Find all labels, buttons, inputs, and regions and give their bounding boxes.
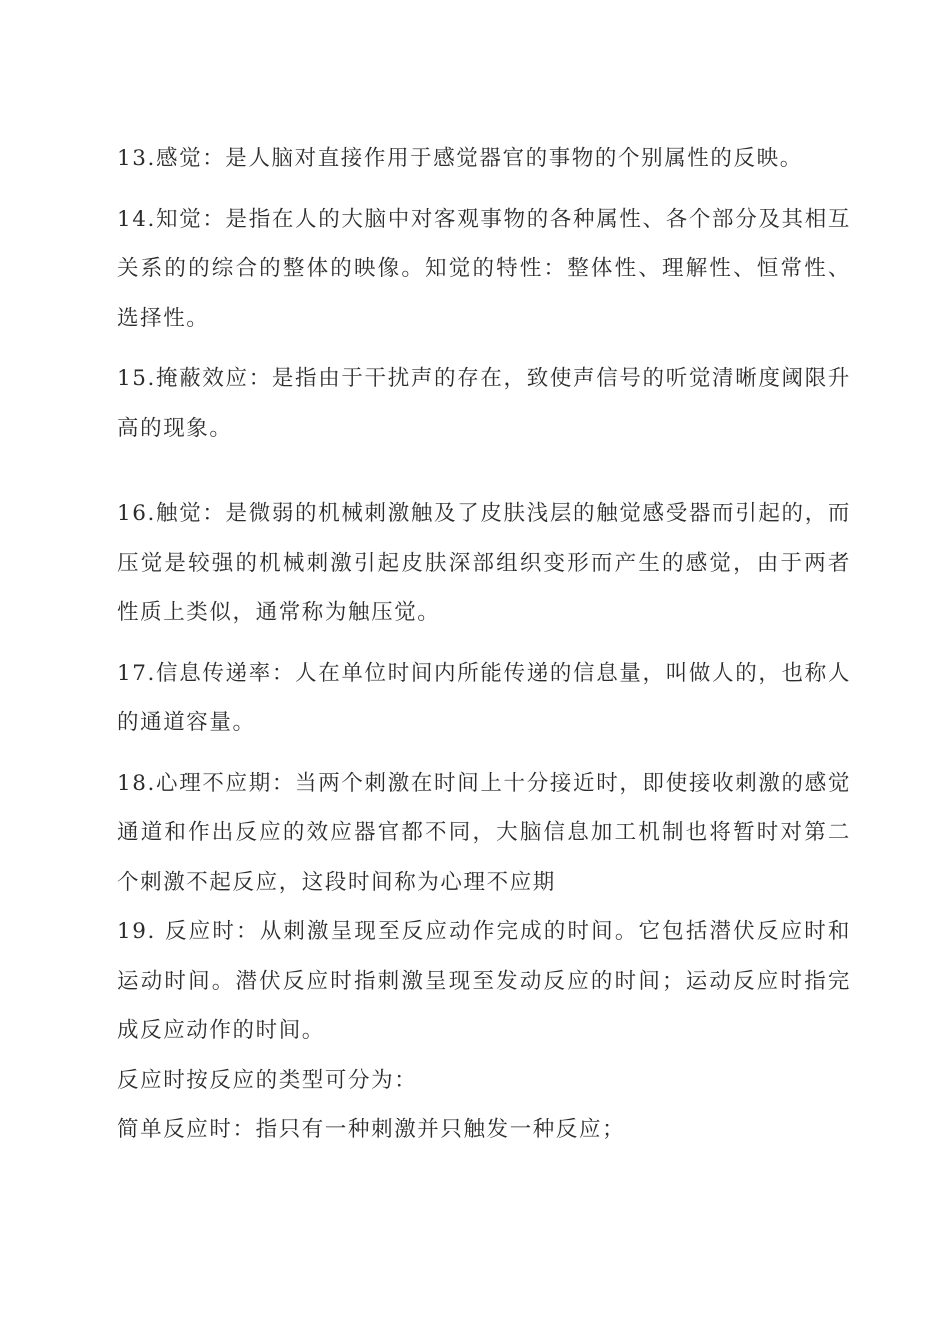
- paragraph-19-reaction-time: 19. 反应时：从刺激呈现至反应动作完成的时间。它包括潜伏反应时和运动时间。潜伏反应时指刺激呈现至发动反应的时间；运动反应时指完成反应动作的时间。: [117, 919, 851, 1043]
- document-body: [117, 134, 851, 1155]
- paragraph-15-masking-effect: 15.掩蔽效应：是指由于干扰声的存在，致使声信号的听觉清晰度阈限升高的现象。: [117, 366, 851, 441]
- paragraph-18-refractory-period: 18.心理不应期：当两个刺激在时间上十分接近时，即使接收刺激的感觉通道和作出反应的效应器官都不同，大脑信息加工机制也将暂时对第二个刺激不起反应，这段时间称为心理不应期: [117, 770, 851, 895]
- paragraph-16-touch: 16.触觉：是微弱的机械刺激触及了皮肤浅层的触觉感受器而引起的，而压觉是较强的机械刺激引起皮肤深部组织变形而产生的感觉，由于两者性质上类似，通常称为触压觉。: [117, 501, 851, 625]
- paragraph-14-perception: 14.知觉：是指在人的大脑中对客观事物的各种属性、各个部分及其相互关系的的综合的整体的映像。知觉的特性：整体性、理解性、恒常性、选择性。: [117, 206, 851, 331]
- paragraph-simple-reaction-time: 简单反应时：指只有一种刺激并只触发一种反应；: [117, 1117, 626, 1142]
- paragraph-reaction-types: 反应时按反应的类型可分为：: [117, 1067, 418, 1093]
- paragraph-17-information-rate: 17.信息传递率：人在单位时间内所能传递的信息量，叫做人的，也称人的通道容量。: [117, 660, 851, 735]
- paragraph-13-sensation: 13.感觉：是人脑对直接作用于感觉器官的事物的个别属性的反映。: [117, 146, 803, 171]
